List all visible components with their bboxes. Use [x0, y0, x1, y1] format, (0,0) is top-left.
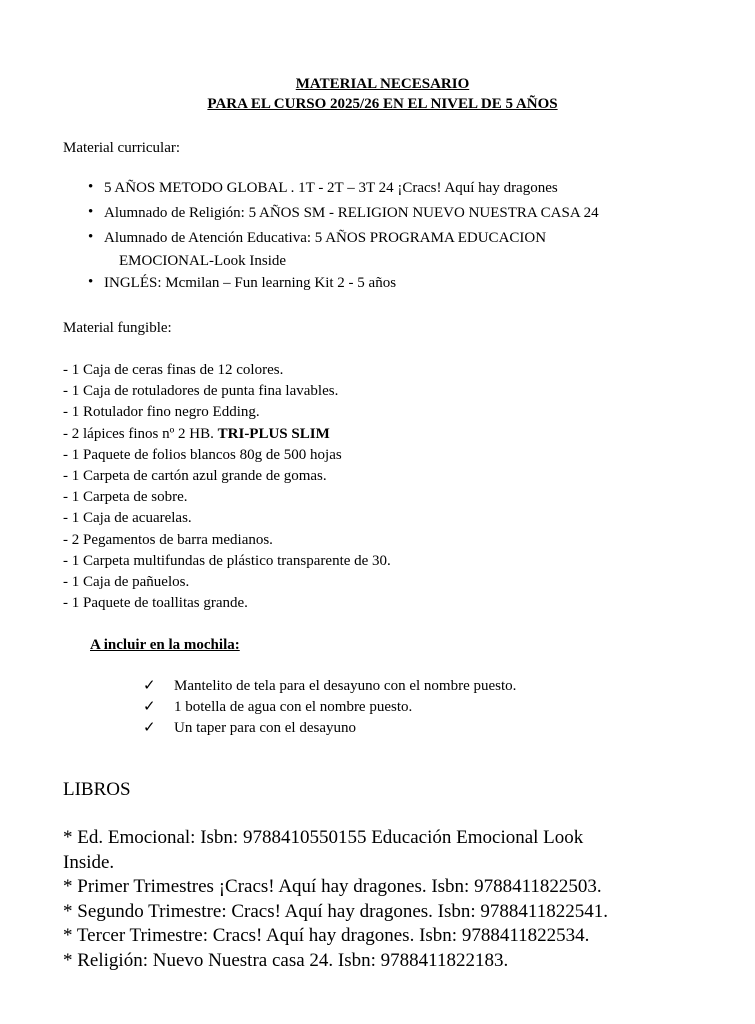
bullet-icon: • [88, 204, 94, 220]
list-item [63, 424, 391, 445]
list-item: - 1 Paquete de folios blancos 80g de 500 hojas [63, 446, 342, 463]
checkmark-icon: ✓ [143, 678, 156, 694]
curricular-item-3-continued: EMOCIONAL-Look Inside [119, 253, 287, 269]
list-item: - 1 Caja de pañuelos. [63, 573, 190, 590]
list-item: - 1 Rotulador fino negro Edding. [63, 404, 260, 421]
backpack-list [143, 676, 516, 739]
title-line-2: PARA EL CURSO 2025/26 EN EL NIVEL DE 5 AÑOS [207, 96, 558, 112]
pencil-brand: TRI-PLUS SLIM [217, 425, 330, 442]
curricular-item-3: Alumnado de Atención Educativa: 5 AÑOS PROGRAMA EDUCACION [104, 230, 547, 246]
list-item: - 1 Carpeta multifundas de plástico transparente de 30. [63, 552, 391, 569]
curricular-item-4: INGLÉS: Mcmilan – Fun learning Kit 2 - 5 años [104, 275, 397, 291]
list-item: * Religión: Nuevo Nuestra casa 24. Isbn: 9788411822183. [63, 949, 509, 971]
books-list [63, 826, 608, 974]
list-item: - 1 Caja de ceras finas de 12 colores. [63, 362, 284, 378]
list-item: - 1 Carpeta de sobre. [63, 489, 188, 506]
list-item: * Segundo Trimestre: Cracs! Aquí hay dragones. Isbn: 9788411822541. [63, 900, 608, 922]
checkmark-icon: ✓ [143, 720, 156, 736]
curricular-item-1: 5 AÑOS METODO GLOBAL . 1T - 2T – 3T 24 ¡Cracs! Aquí hay dragones [104, 180, 558, 196]
backpack-heading: A incluir en la mochila: [90, 637, 240, 653]
books-heading: LIBROS [63, 779, 131, 800]
curricular-item-2: Alumnado de Religión: 5 AÑOS SM - RELIGION NUEVO NUESTRA CASA 24 [104, 205, 599, 221]
bullet-icon: • [88, 274, 94, 290]
list-item: - 2 Pegamentos de barra medianos. [63, 531, 273, 548]
list-item: - 1 Carpeta de cartón azul grande de gomas. [63, 467, 327, 484]
checkmark-icon: ✓ [143, 699, 156, 715]
list-item: * Primer Trimestres ¡Cracs! Aquí hay dragones. Isbn: 9788411822503. [63, 876, 602, 898]
list-item [143, 697, 516, 718]
backpack-item-2: 1 botella de agua con el nombre puesto. [174, 699, 413, 715]
list-item: - 1 Caja de rotuladores de punta fina lavables. [63, 383, 339, 400]
bullet-icon: • [88, 229, 94, 245]
curricular-heading: Material curricular: [63, 140, 181, 156]
list-item: - 1 Paquete de toallitas grande. [63, 595, 248, 612]
list-item [143, 718, 516, 739]
pencil-item-text: - 2 lápices finos nº 2 HB. [63, 425, 218, 442]
bullet-icon: • [88, 179, 94, 195]
list-item: - 1 Caja de acuarelas. [63, 510, 192, 527]
list-item: Inside. [63, 851, 115, 873]
list-item: * Tercer Trimestre: Cracs! Aquí hay dragones. Isbn: 9788411822534. [63, 925, 590, 947]
title-line-1: MATERIAL NECESARIO [295, 76, 470, 92]
list-item [143, 676, 516, 697]
backpack-item-1: Mantelito de tela para el desayuno con el nombre puesto. [174, 678, 517, 694]
fungible-heading: Material fungible: [63, 320, 172, 336]
backpack-item-3: Un taper para con el desayuno [174, 720, 357, 736]
list-item: * Ed. Emocional: Isbn: 9788410550155 Educación Emocional Look [63, 827, 584, 848]
fungible-list [63, 360, 391, 614]
